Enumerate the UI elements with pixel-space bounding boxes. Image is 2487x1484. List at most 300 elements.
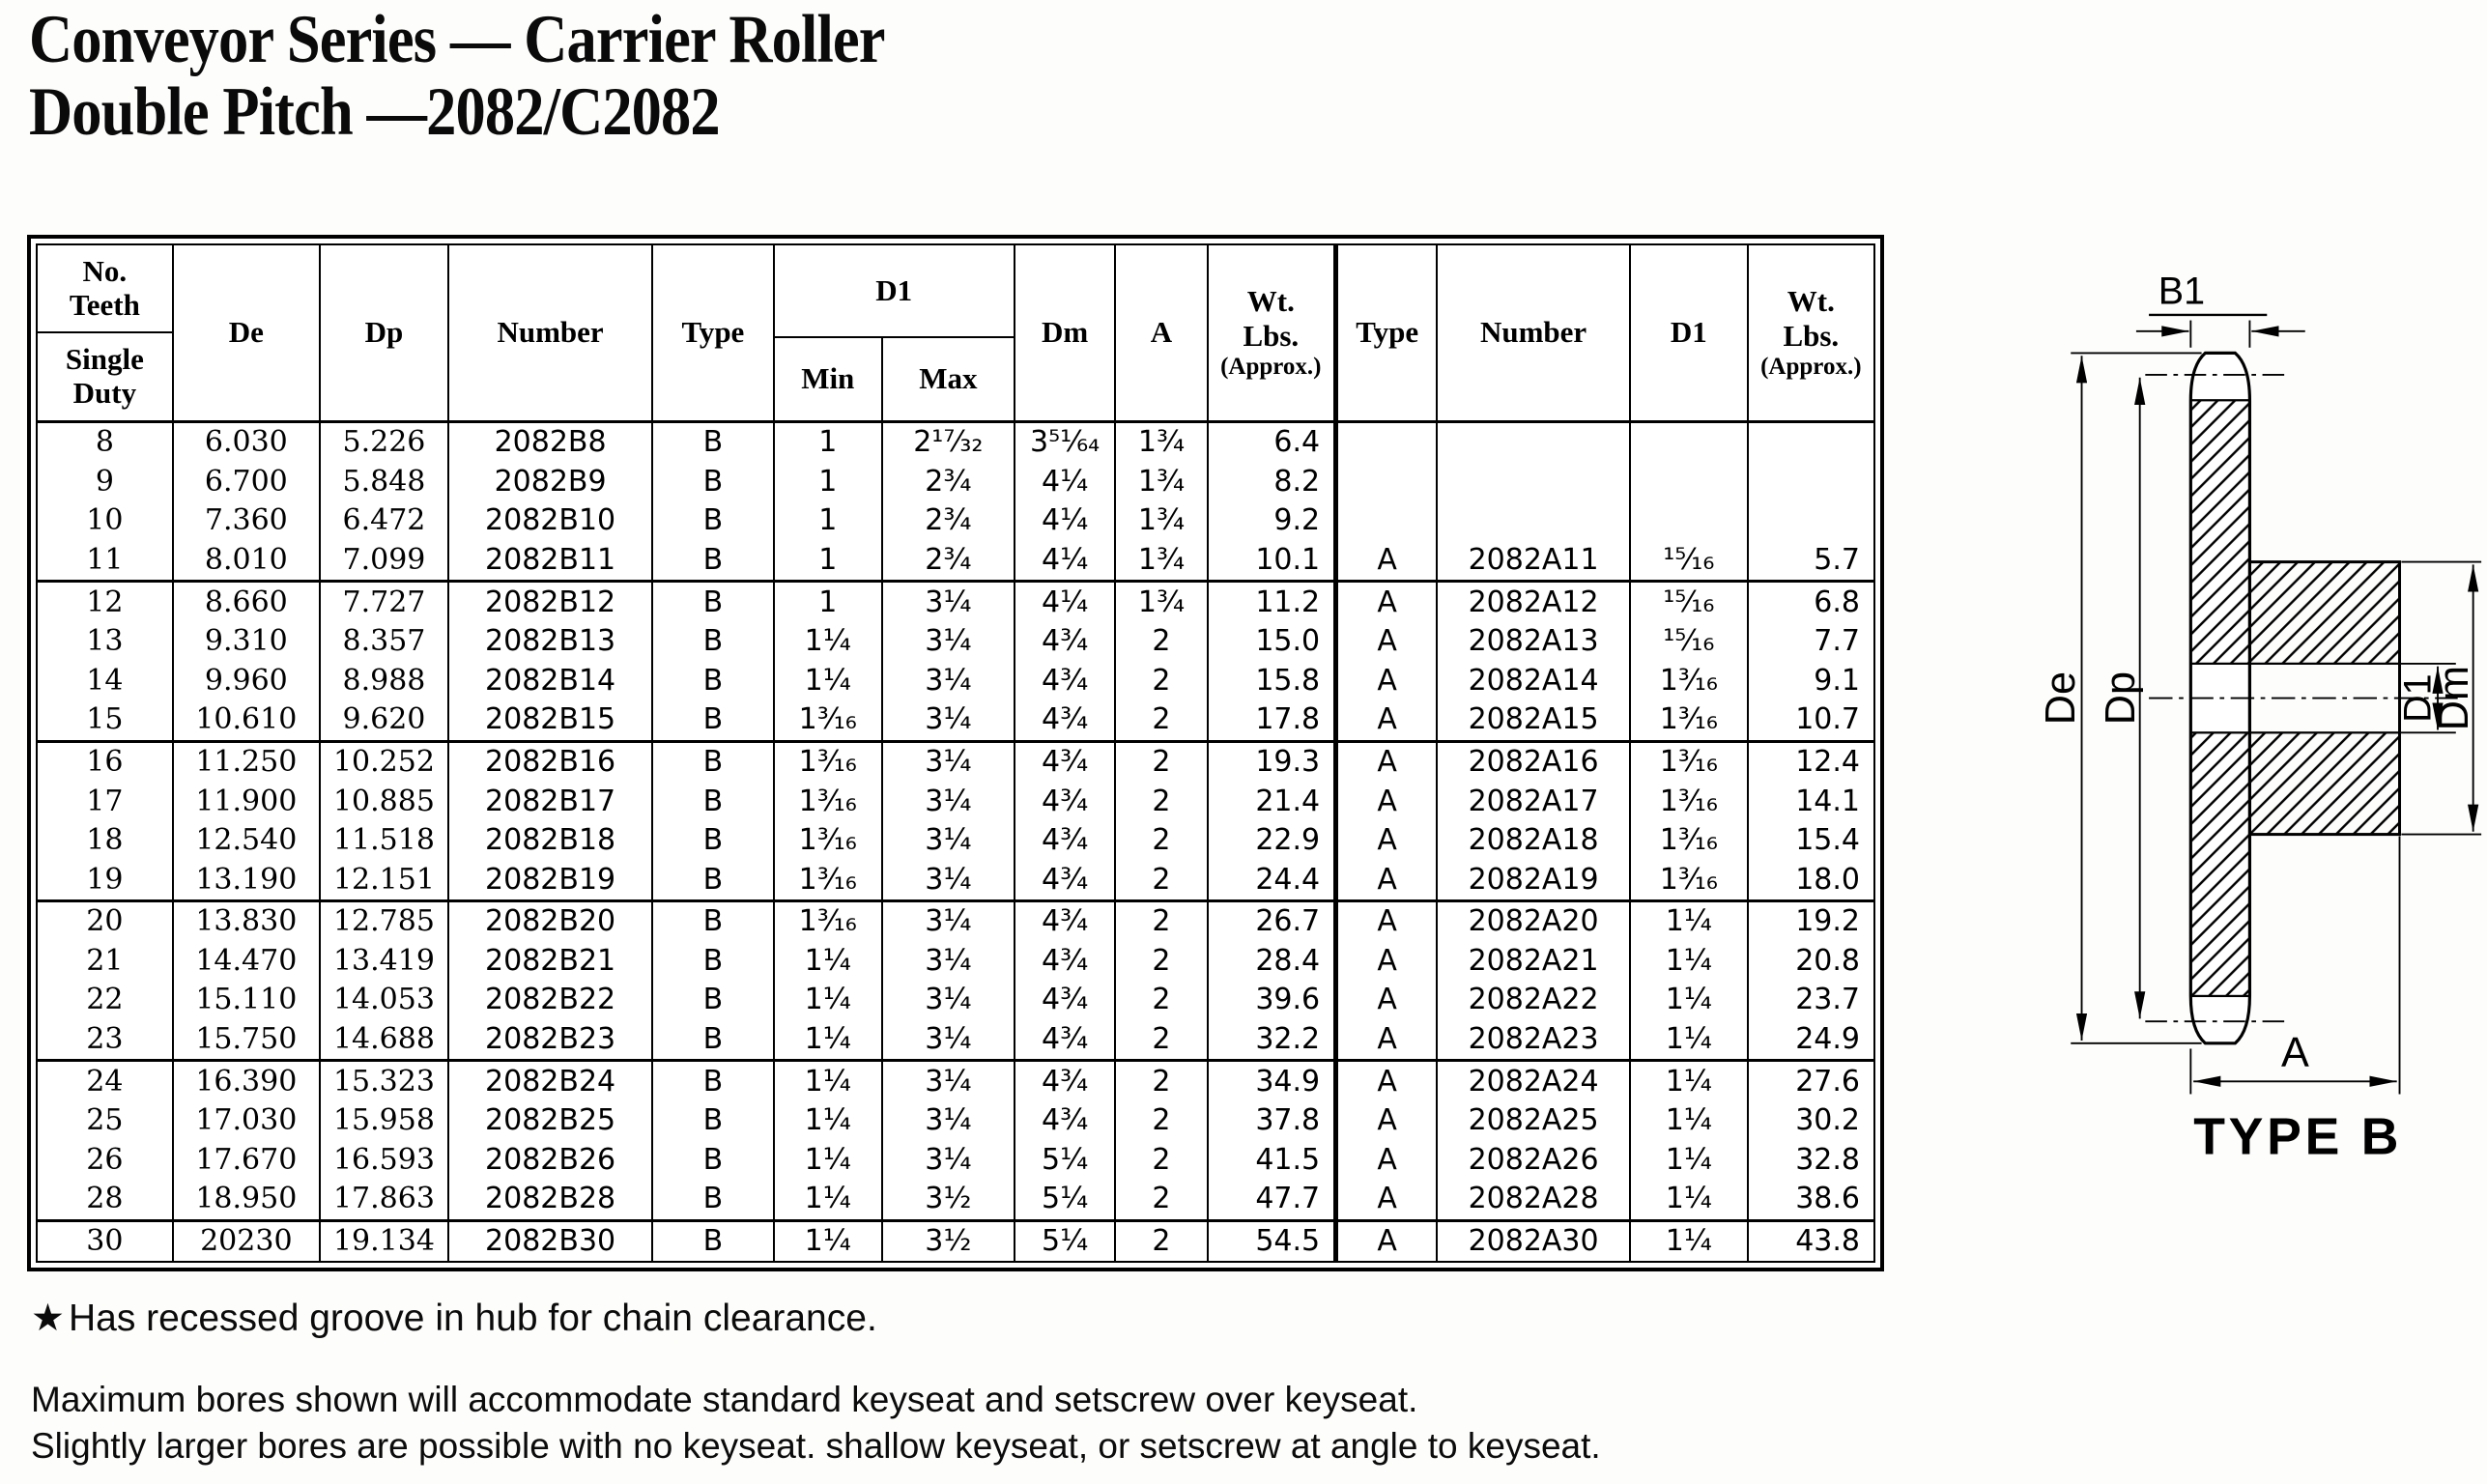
cell-type2: A [1336,860,1438,900]
header-max: Max [882,337,1015,421]
cell-type: B [652,541,774,582]
cell-dm: 4¼ [1015,582,1116,622]
table-row [37,1101,1874,1141]
cell-number: 2082B13 [448,622,652,662]
cell-d1_2: 1¼ [1630,901,1748,942]
cell-type: B [652,981,774,1020]
cell-d1_min: 1³⁄₁₆ [774,860,882,900]
header-number: Number [448,244,652,421]
cell-d1_max: 3¼ [882,661,1015,700]
cell-dm: 4¾ [1015,1020,1116,1061]
cell-d1_max: 3¼ [882,1061,1015,1101]
cell-type2 [1336,462,1438,501]
header-wt-right [1748,244,1874,421]
header-type2: Type [1336,244,1438,421]
diagram-label-de: De [2038,671,2084,726]
cell-d1_min: 1³⁄₁₆ [774,741,882,782]
cell-type: B [652,821,774,861]
table-header [37,244,1874,421]
cell-number2: 2082A23 [1437,1020,1630,1061]
cell-wt_lbs: 15.0 [1208,622,1336,662]
cell-d1_max: 3¼ [882,901,1015,942]
cell-type2: A [1336,1061,1438,1101]
cell-a: 2 [1115,821,1207,861]
cell-d1_max: 2¾ [882,501,1015,541]
cell-d1_2: 1¼ [1630,981,1748,1020]
cell-number2 [1437,501,1630,541]
cell-d1_max: 3¼ [882,942,1015,982]
cell-number: 2082B30 [448,1220,652,1262]
cell-teeth: 30 [86,1224,124,1259]
cell-a: 2 [1115,1220,1207,1262]
cell-wt_lbs: 10.1 [1208,541,1336,582]
cell-d1_max: 3¼ [882,622,1015,662]
cell-type2: A [1336,1180,1438,1220]
hub-hatch-upper [2249,562,2399,664]
cell-d1_max: 3¼ [882,1101,1015,1141]
table-row [37,421,1874,462]
cell-wt_lbs: 26.7 [1208,901,1336,942]
diagram-label-b1: B1 [2158,270,2206,313]
diagram-label-dm: Dm [2431,665,2478,731]
cell-d1_max: 3¼ [882,981,1015,1020]
cell-a: 2 [1115,1180,1207,1220]
cell-d1_min: 1¼ [774,622,882,662]
diagram-label-d1: D1 [2396,673,2440,723]
cell-dm: 4¾ [1015,661,1116,700]
cell-type: B [652,782,774,821]
header-no: No. [82,254,128,288]
cell-wt2_lbs: 38.6 [1748,1180,1874,1220]
header-de: De [173,244,320,421]
cell-type: B [652,1141,774,1181]
cell-teeth: 24 [86,1064,124,1099]
cell-type: B [652,661,774,700]
note-larger-bores: Slightly larger bores are possible with no keyseat. shallow keyseat, or setscrew at angle to keyseat. [31,1426,1601,1466]
cell-d1_2: 1¼ [1630,1061,1748,1101]
cell-type: B [652,1020,774,1061]
cell-de: 10.610 [173,700,320,741]
cell-d1_2: 1³⁄₁₆ [1630,782,1748,821]
table-row [37,700,1874,741]
cell-type: B [652,901,774,942]
cell-d1_2: 1³⁄₁₆ [1630,700,1748,741]
cell-d1_max: 3¼ [882,782,1015,821]
header-wt-left [1208,244,1336,421]
cell-a: 2 [1115,700,1207,741]
cell-type2: A [1336,700,1438,741]
cell-d1_min: 1¼ [774,1101,882,1141]
cell-wt_lbs: 22.9 [1208,821,1336,861]
diagram-label-a: A [2280,1030,2309,1077]
table-row [37,501,1874,541]
cell-wt2_lbs: 24.9 [1748,1020,1874,1061]
cell-a: 1¾ [1115,501,1207,541]
table-row [37,981,1874,1020]
cell-type: B [652,501,774,541]
cell-d1_2 [1630,501,1748,541]
cell-teeth: 18 [86,823,124,858]
cell-dp: 13.419 [320,942,448,982]
table-row [37,1141,1874,1181]
page-title-line2: Double Pitch —2082/C2082 [29,74,720,151]
cell-number: 2082B11 [448,541,652,582]
cell-teeth: 8 [95,425,114,460]
cell-number2 [1437,421,1630,462]
footnote-recessed-groove [31,1297,877,1340]
diagram-caption: TYPE B [2193,1107,2403,1166]
cell-teeth: 19 [37,860,173,900]
table-row [37,582,1874,622]
cell-a: 1¾ [1115,582,1207,622]
cell-wt2_lbs: 19.2 [1748,901,1874,942]
cell-a: 1¾ [1115,421,1207,462]
cell-number: 2082B20 [448,901,652,942]
cell-teeth: 12 [86,585,124,619]
cell-teeth: 14 [86,663,124,698]
cell-d1_max: 3½ [882,1180,1015,1220]
header-wt2-l2: Lbs. [1783,319,1840,354]
header-single: Single [65,342,144,377]
sprocket-table-frame [27,235,1884,1271]
cell-number2: 2082A26 [1437,1141,1630,1181]
cell-type: B [652,622,774,662]
cell-wt_lbs: 47.7 [1208,1180,1336,1220]
cell-d1_max: 3¼ [882,821,1015,861]
cell-dp: 8.988 [320,661,448,700]
table-row [37,541,1874,582]
cell-wt2_lbs [1748,501,1874,541]
table-row [37,901,1874,942]
cell-number2: 2082A20 [1437,901,1630,942]
cell-wt2_lbs: 15.4 [1748,821,1874,861]
cell-type2: A [1336,782,1438,821]
cell-d1_2: 1³⁄₁₆ [1630,821,1748,861]
cell-teeth: 23 [37,1020,173,1061]
cell-wt2_lbs: 27.6 [1748,1061,1874,1101]
cell-de: 8.660 [173,582,320,622]
cell-de: 17.670 [173,1141,320,1181]
cell-d1_max: 3¼ [882,1141,1015,1181]
cell-type2: A [1336,942,1438,982]
table-body [37,421,1874,1262]
cell-d1_max: 3¼ [882,860,1015,900]
cell-wt_lbs: 24.4 [1208,860,1336,900]
cell-a: 2 [1115,661,1207,700]
page-title [29,4,885,150]
cell-de: 7.360 [173,501,320,541]
cell-number: 2082B16 [448,741,652,782]
plate-hatch-upper [2190,400,2249,664]
cell-type2: A [1336,741,1438,782]
cell-type2: A [1336,541,1438,582]
cell-number: 2082B9 [448,462,652,501]
cell-de: 13.190 [173,860,320,900]
cell-wt2_lbs: 30.2 [1748,1101,1874,1141]
cell-teeth: 13 [86,624,124,659]
header-a: A [1115,244,1207,421]
cell-d1_min: 1³⁄₁₆ [774,700,882,741]
header-teeth-top [38,245,172,333]
cell-type2: A [1336,661,1438,700]
cell-d1_2 [1630,462,1748,501]
cell-a: 1¾ [1115,462,1207,501]
cell-dp: 12.785 [320,901,448,942]
cell-dm: 5¼ [1015,1141,1116,1181]
cell-dp: 15.323 [320,1061,448,1101]
cell-number: 2082B10 [448,501,652,541]
cell-teeth: 15 [37,700,173,741]
cell-number2: 2082A14 [1437,661,1630,700]
cell-d1_2: 1¼ [1630,942,1748,982]
cell-number2: 2082A22 [1437,981,1630,1020]
cell-d1_2: 1¼ [1630,1180,1748,1220]
cell-number2: 2082A18 [1437,821,1630,861]
cell-dm: 4¼ [1015,501,1116,541]
cell-de: 14.470 [173,942,320,982]
cell-type: B [652,462,774,501]
cell-teeth: 28 [37,1180,173,1220]
cell-wt2_lbs: 12.4 [1748,741,1874,782]
cell-teeth: 25 [86,1103,124,1138]
diagram-label-dp: Dp [2098,671,2145,726]
cell-d1_min: 1³⁄₁₆ [774,821,882,861]
cell-d1_max: 2¾ [882,541,1015,582]
cell-a: 2 [1115,622,1207,662]
cell-wt2_lbs [1748,462,1874,501]
hub-hatch-lower [2249,732,2399,834]
cell-dp: 6.472 [320,501,448,541]
cell-number2: 2082A12 [1437,582,1630,622]
cell-d1_max: 3¼ [882,700,1015,741]
cell-number: 2082B12 [448,582,652,622]
cell-teeth: 22 [86,983,124,1017]
cell-de: 9.960 [173,661,320,700]
cell-wt2_lbs: 7.7 [1748,622,1874,662]
cell-d1_min: 1¼ [774,1180,882,1220]
plate-hatch-lower [2190,732,2249,996]
cell-type: B [652,741,774,782]
cell-d1_min: 1¼ [774,1220,882,1262]
cell-de: 11.900 [173,782,320,821]
cell-a: 2 [1115,782,1207,821]
header-teeth [37,244,173,421]
cell-dm: 3⁵¹⁄₆₄ [1015,421,1116,462]
cell-teeth: 9 [95,464,114,499]
cell-type2: A [1336,901,1438,942]
header-teeth-bottom [38,333,172,419]
cell-type: B [652,1220,774,1262]
cell-dm: 4¾ [1015,1101,1116,1141]
cell-number: 2082B24 [448,1061,652,1101]
cell-de: 6.030 [173,421,320,462]
cell-number: 2082B26 [448,1141,652,1181]
cell-number2: 2082A30 [1437,1220,1630,1262]
cell-dm: 4¾ [1015,942,1116,982]
cell-type2 [1336,501,1438,541]
cell-wt_lbs: 8.2 [1208,462,1336,501]
header-number2: Number [1437,244,1630,421]
header-d1: D1 [774,244,1015,337]
cell-dp: 5.848 [320,462,448,501]
header-duty: Duty [72,376,137,411]
table-row [37,782,1874,821]
cell-teeth: 20 [86,904,124,939]
cell-de: 12.540 [173,821,320,861]
cell-de: 15.110 [173,981,320,1020]
header-wt-l2: Lbs. [1243,319,1300,354]
cell-dp: 7.099 [320,541,448,582]
cell-wt_lbs: 28.4 [1208,942,1336,982]
cell-de: 20230 [173,1220,320,1262]
cell-dm: 4¼ [1015,541,1116,582]
cell-dp: 17.863 [320,1180,448,1220]
cell-dm: 4¾ [1015,1061,1116,1101]
cell-teeth: 26 [86,1142,124,1177]
page-title-line1: Conveyor Series — Carrier Roller [29,2,885,77]
cell-dp: 15.958 [320,1101,448,1141]
cell-d1_2: 1¼ [1630,1101,1748,1141]
table-row [37,1020,1874,1061]
cell-d1_min: 1¼ [774,1061,882,1101]
cell-d1_min: 1¼ [774,981,882,1020]
cell-a: 2 [1115,860,1207,900]
cell-number2: 2082A13 [1437,622,1630,662]
cell-d1_2: ¹⁵⁄₁₆ [1630,582,1748,622]
header-min: Min [774,337,882,421]
cell-type: B [652,942,774,982]
cell-number2: 2082A21 [1437,942,1630,982]
cell-number: 2082B14 [448,661,652,700]
cell-wt2_lbs: 43.8 [1748,1220,1874,1262]
cell-dm: 4¾ [1015,741,1116,782]
cell-number: 2082B22 [448,981,652,1020]
table-row [37,1061,1874,1101]
cell-wt_lbs: 54.5 [1208,1220,1336,1262]
cell-wt2_lbs: 14.1 [1748,782,1874,821]
cell-wt2_lbs: 18.0 [1748,860,1874,900]
cell-type: B [652,1180,774,1220]
cell-type2: A [1336,1220,1438,1262]
cell-d1_2: 1¼ [1630,1020,1748,1061]
header-dm: Dm [1015,244,1116,421]
cell-wt_lbs: 15.8 [1208,661,1336,700]
star-icon: ★ [31,1298,65,1339]
cell-teeth: 16 [86,744,124,779]
cell-wt_lbs: 11.2 [1208,582,1336,622]
cell-a: 2 [1115,1141,1207,1181]
cell-dp: 14.053 [320,981,448,1020]
cell-type: B [652,1101,774,1141]
cell-dm: 4¾ [1015,860,1116,900]
cell-wt2_lbs: 5.7 [1748,541,1874,582]
cell-d1_min: 1 [774,582,882,622]
table-row [37,622,1874,662]
cell-a: 2 [1115,942,1207,982]
cell-number: 2082B15 [448,700,652,741]
cell-wt2_lbs: 9.1 [1748,661,1874,700]
cell-number2: 2082A19 [1437,860,1630,900]
cell-type: B [652,582,774,622]
type-b-drawing [2029,243,2483,1171]
cell-wt_lbs: 41.5 [1208,1141,1336,1181]
cell-type2: A [1336,1020,1438,1061]
header-teeth-label: Teeth [69,287,140,322]
cell-d1_min: 1¼ [774,661,882,700]
header-wt-l3: (Approx.) [1220,353,1322,380]
table-row [37,462,1874,501]
cell-d1_max: 3¼ [882,582,1015,622]
cell-de: 11.250 [173,741,320,782]
cell-number2: 2082A11 [1437,541,1630,582]
cell-dm: 4¾ [1015,782,1116,821]
cell-a: 2 [1115,741,1207,782]
cell-dp: 19.134 [320,1220,448,1262]
cell-type2: A [1336,622,1438,662]
cell-dp: 10.252 [320,741,448,782]
table-row [37,1180,1874,1220]
cell-dm: 4¾ [1015,901,1116,942]
cell-d1_2: 1³⁄₁₆ [1630,661,1748,700]
cell-a: 2 [1115,1020,1207,1061]
cell-number: 2082B8 [448,421,652,462]
header-d1-2: D1 [1630,244,1748,421]
cell-d1_2: 1¼ [1630,1141,1748,1181]
cell-wt_lbs: 34.9 [1208,1061,1336,1101]
sprocket-table [36,243,1875,1263]
table-row [37,942,1874,982]
table-row [37,860,1874,900]
cell-teeth: 11 [37,541,173,582]
table-row [37,741,1874,782]
cell-a: 1¾ [1115,541,1207,582]
cell-number: 2082B21 [448,942,652,982]
cell-dp: 11.518 [320,821,448,861]
cell-wt_lbs: 32.2 [1208,1020,1336,1061]
table-row [37,661,1874,700]
cell-wt_lbs: 37.8 [1208,1101,1336,1141]
header-wt-l1: Wt. [1246,284,1295,319]
cell-de: 9.310 [173,622,320,662]
cell-d1_min: 1 [774,421,882,462]
cell-d1_2: 1³⁄₁₆ [1630,741,1748,782]
cell-d1_max: 3½ [882,1220,1015,1262]
header-dp: Dp [320,244,448,421]
cell-a: 2 [1115,901,1207,942]
cell-type2: A [1336,582,1438,622]
cell-wt2_lbs: 10.7 [1748,700,1874,741]
cell-type: B [652,1061,774,1101]
cell-wt2_lbs: 32.8 [1748,1141,1874,1181]
cell-number: 2082B18 [448,821,652,861]
cell-number2: 2082A28 [1437,1180,1630,1220]
cell-de: 8.010 [173,541,320,582]
cell-type2: A [1336,821,1438,861]
cell-a: 2 [1115,1061,1207,1101]
cell-number2: 2082A24 [1437,1061,1630,1101]
cell-type: B [652,421,774,462]
cell-d1_max: 3¼ [882,741,1015,782]
cell-number2: 2082A25 [1437,1101,1630,1141]
cell-d1_min: 1³⁄₁₆ [774,782,882,821]
cell-wt_lbs: 6.4 [1208,421,1336,462]
cell-dp: 10.885 [320,782,448,821]
cell-type2 [1336,421,1438,462]
cell-teeth: 17 [86,784,124,818]
cell-teeth: 21 [86,943,124,978]
cell-dm: 4¼ [1015,462,1116,501]
cell-number: 2082B17 [448,782,652,821]
